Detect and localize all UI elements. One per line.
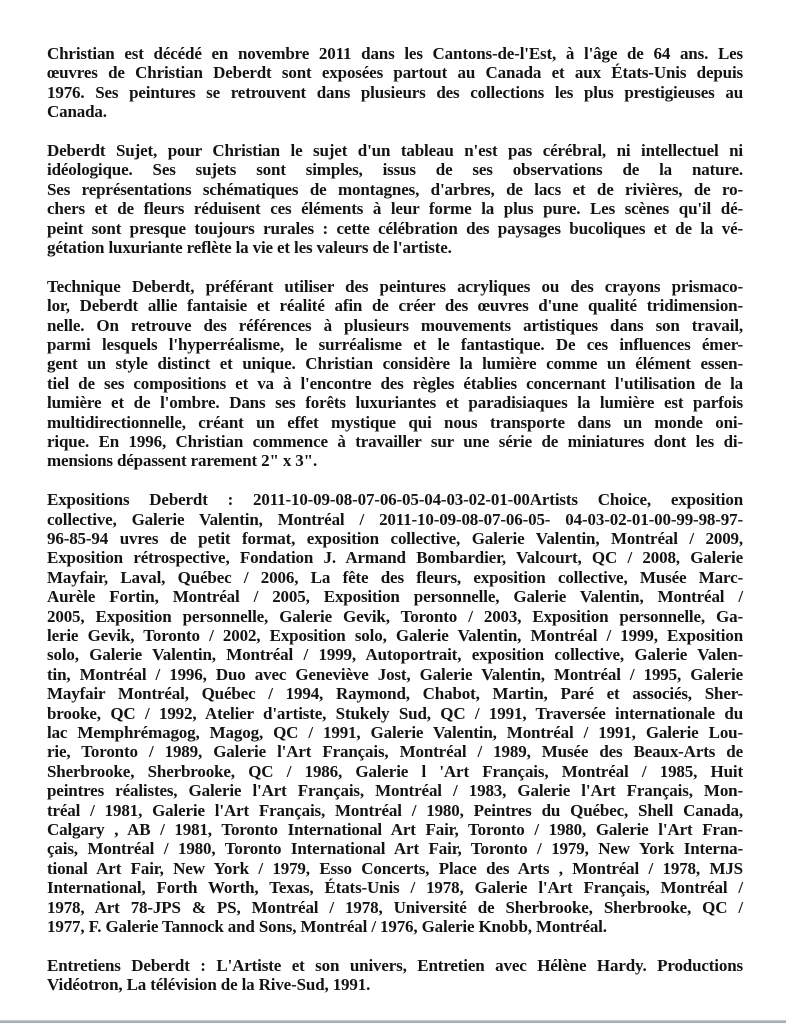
text-line: Expositions Deberdt : 2011-10-09-08-07-06-05-04-03-02-01-00Artists Choice, exposition <box>47 490 743 510</box>
text-line: tréal / 1981, Galerie l'Art Français, Montréal / 1980, Peintres du Québec, Shell Canada, <box>47 800 743 820</box>
text-line: mensions dépassent rarement 2" x 3". <box>47 451 318 471</box>
text-line: parmi lesquels l'hyperréalisme, le surréalisme et le fantastique. De ces influences émer- <box>47 335 743 355</box>
text-line: Christian est décédé en novembre 2011 dans les Cantons-de-l'Est, à l'âge de 64 ans. Les <box>47 44 743 63</box>
text-line: Canada. <box>47 102 107 122</box>
text-line: 96-85-94 uvres de petit format, exposition collective, Galerie Valentin, Montréal / 2009, <box>47 529 743 549</box>
text-line: 2005, Exposition personnelle, Galerie Gevik, Toronto / 2003, Exposition personnelle, Ga- <box>47 606 743 626</box>
text-line: Sherbrooke, Sherbrooke, QC / 1986, Galerie l 'Art Français, Montréal / 1985, Huit <box>47 761 743 781</box>
text-line: Technique Deberdt, préférant utiliser des peintures acryliques ou des crayons prismaco- <box>47 276 743 296</box>
text-line: lerie Gevik, Toronto / 2002, Exposition solo, Galerie Valentin, Montréal / 1999, Exposition <box>47 626 743 646</box>
text-line: collective, Galerie Valentin, Montréal / 2011-10-09-08-07-06-05- 04-03-02-01-00-99-98-97- <box>47 509 743 529</box>
text-line: idéologique. Ses sujets sont simples, issus de ses observations de la nature. <box>47 160 743 180</box>
paragraph-technique <box>47 277 743 471</box>
paragraph-entretiens <box>47 956 743 995</box>
text-line: tiel de ses compositions et va à l'encontre des règles établies concernant l'utilisation de la <box>47 373 743 393</box>
text-line: lac Memphrémagog, Magog, QC / 1991, Galerie Valentin, Montréal / 1991, Galerie Lou- <box>47 723 743 742</box>
text-line: 1976. Ses peintures se retrouvent dans plusieurs des collections les plus prestigieuses au <box>47 82 743 102</box>
text-line: rie, Toronto / 1989, Galerie l'Art Français, Montréal / 1989, Musée des Beaux-Arts de <box>47 742 743 762</box>
text-line: lor, Deberdt allie fantaisie et réalité afin de créer des œuvres d'une qualité tridimension- <box>47 296 743 316</box>
paragraph-biography <box>47 44 743 122</box>
text-line: 1978, Art 78-JPS & PS, Montréal / 1978, Université de Sherbrooke, Sherbrooke, QC / <box>47 897 743 917</box>
text-line: Mayfair, Laval, Québec / 2006, La fête des fleurs, exposition collective, Musée Marc- <box>47 567 743 587</box>
text-line: brooke, QC / 1992, Atelier d'artiste, Stukely Sud, QC / 1991, Traversée internationale du <box>47 703 743 723</box>
text-line: gétation luxuriante reflète la vie et les valeurs de l'artiste. <box>47 238 452 258</box>
text-line: rique. En 1996, Christian commence à travailler sur une série de miniatures dont les di- <box>47 432 743 452</box>
text-line: 1977, F. Galerie Tannock and Sons, Montréal / 1976, Galerie Knobb, Montréal. <box>47 916 607 936</box>
text-line: peint sont presque toujours rurales : cette célébration des paysages bucoliques et de la vé- <box>47 218 743 238</box>
text-line: Deberdt Sujet, pour Christian le sujet d'un tableau n'est pas cérébral, ni intellectuel ni <box>47 141 743 161</box>
text-line: chers et de fleurs réduisent ces éléments à leur forme la plus pure. Les scènes qu'il dé- <box>47 199 743 219</box>
text-line: tin, Montréal / 1996, Duo avec Geneviève Jost, Galerie Valentin, Montréal / 1995, Galerie <box>47 664 743 684</box>
text-line: Ses représentations schématiques de montagnes, d'arbres, de lacs et de rivières, de ro- <box>47 179 743 199</box>
paragraph-expositions <box>47 490 743 936</box>
text-line: Calgary , AB / 1981, Toronto International Art Fair, Toronto / 1980, Galerie l'Art Fran- <box>47 819 743 839</box>
document-page <box>47 44 743 1014</box>
text-line: Vidéotron, La télévision de la Rive-Sud, 1991. <box>47 975 371 995</box>
text-line: International, Forth Worth, Texas, États-Unis / 1978, Galerie l'Art Français, Montréal / <box>47 878 743 898</box>
paragraph-sujet <box>47 141 743 257</box>
text-line: gent un style distinct et unique. Christian considère la lumière comme un élément essen- <box>47 354 743 374</box>
text-line: peintres réalistes, Galerie l'Art Français, Montréal / 1983, Galerie l'Art Français, Mon- <box>47 781 743 801</box>
text-line: Mayfair Montréal, Québec / 1994, Raymond, Chabot, Martin, Paré et associés, Sher- <box>47 684 743 704</box>
text-line: Exposition rétrospective, Fondation J. Armand Bombardier, Valcourt, QC / 2008, Galerie <box>47 548 743 568</box>
page-bottom-edge <box>0 1020 786 1023</box>
text-line: nelle. On retrouve des références à plusieurs mouvements artistiques dans son travail, <box>47 315 743 335</box>
text-line: tional Art Fair, New York / 1979, Esso Concerts, Place des Arts , Montréal / 1978, MJS <box>47 858 743 878</box>
text-line: çais, Montréal / 1980, Toronto International Art Fair, Toronto / 1979, New York Interna- <box>47 839 743 859</box>
text-line: œuvres de Christian Deberdt sont exposées partout au Canada et aux États-Unis depuis <box>47 63 743 83</box>
text-line: lumière et de l'ombre. Dans ses forêts luxuriantes et paradisiaques la lumière est parfois <box>47 393 743 413</box>
text-line: solo, Galerie Valentin, Montréal / 1999, Autoportrait, exposition collective, Galerie Valen- <box>47 645 743 665</box>
text-line: Entretiens Deberdt : L'Artiste et son univers, Entretien avec Hélène Hardy. Productions <box>47 955 743 975</box>
text-line: Aurèle Fortin, Montréal / 2005, Exposition personnelle, Galerie Valentin, Montréal / <box>47 587 743 607</box>
text-line: multidirectionnelle, créant un effet mystique qui nous transporte dans un monde oni- <box>47 412 743 432</box>
